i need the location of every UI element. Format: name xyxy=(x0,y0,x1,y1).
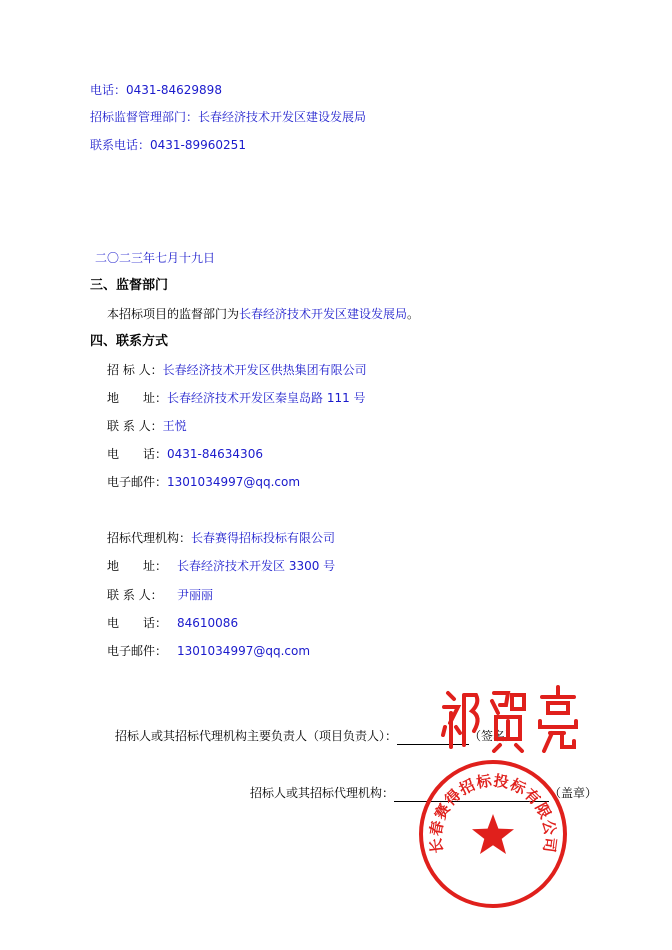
section-3-body-prefix: 本招标项目的监督部门为 xyxy=(107,307,240,321)
section-3-body-value: 长春经济技术开发区建设发展局 xyxy=(239,307,408,321)
agency-contact-label: 联 系 人： xyxy=(107,588,163,602)
tenderer-contact: 王悦 xyxy=(162,419,187,433)
agency-name-row xyxy=(107,530,335,546)
tenderer-contact-label: 联 系 人： xyxy=(107,419,163,433)
agency-contact-row xyxy=(107,587,213,603)
handwritten-signature xyxy=(440,683,580,753)
seal-text: 长春赛得招标投标有限公司 xyxy=(426,771,560,855)
supervision-phone-line: 联系电话：0431-89960251 xyxy=(90,138,246,152)
agency-contact: 尹丽丽 xyxy=(177,588,214,602)
responsible-person-label: 招标人或其招标代理机构主要负责人（项目负责人）： xyxy=(115,729,398,743)
phone-line: 电话：0431-84629898 xyxy=(90,83,222,97)
agency-address-label: 地 址： xyxy=(107,559,168,573)
section-3-body xyxy=(107,306,419,322)
signature-suffix: （签名） xyxy=(469,729,518,743)
tenderer-phone-row xyxy=(107,446,263,462)
tenderer-name-row xyxy=(107,362,367,378)
tenderer-name-label: 招 标 人： xyxy=(107,363,163,377)
tenderer-email-label: 电子邮件： xyxy=(107,475,168,489)
issue-date: 二〇二三年七月十九日 xyxy=(95,251,216,265)
tenderer-email-row xyxy=(107,474,300,490)
tenderer-name: 长春经济技术开发区供热集团有限公司 xyxy=(162,363,367,377)
supervision-dept-line: 招标监督管理部门：长春经济技术开发区建设发展局 xyxy=(90,110,367,124)
agency-email-label: 电子邮件： xyxy=(107,644,168,658)
company-seal-stamp xyxy=(417,758,569,910)
agency-email[interactable]: 1301034997@qq.com xyxy=(177,644,311,658)
tenderer-address-label: 地 址： xyxy=(107,391,168,405)
agency-name-label: 招标代理机构： xyxy=(107,531,192,545)
agency-phone: 84610086 xyxy=(177,616,239,630)
organization-label: 招标人或其招标代理机构： xyxy=(250,786,395,800)
tenderer-contact-row xyxy=(107,418,187,434)
seal-star-icon xyxy=(472,814,514,854)
tenderer-email[interactable]: 1301034997@qq.com xyxy=(167,475,301,489)
agency-phone-label: 电 话： xyxy=(107,616,168,630)
agency-address: 长春经济技术开发区 3300 号 xyxy=(177,559,336,573)
section-3-body-suffix: 。 xyxy=(407,307,420,321)
tenderer-phone-label: 电 话： xyxy=(107,447,168,461)
tenderer-address-row xyxy=(107,390,366,406)
tenderer-address: 长春经济技术开发区秦皇岛路 111 号 xyxy=(167,391,366,405)
agency-phone-row xyxy=(107,615,238,631)
agency-email-row xyxy=(107,643,310,659)
section-4-heading: 四、联系方式 xyxy=(90,334,169,349)
agency-name: 长春赛得招标投标有限公司 xyxy=(191,531,336,545)
seal-suffix: （盖章） xyxy=(549,786,598,800)
tenderer-phone: 0431-84634306 xyxy=(167,447,263,461)
agency-address-row xyxy=(107,558,335,574)
section-3-heading: 三、监督部门 xyxy=(90,278,169,293)
